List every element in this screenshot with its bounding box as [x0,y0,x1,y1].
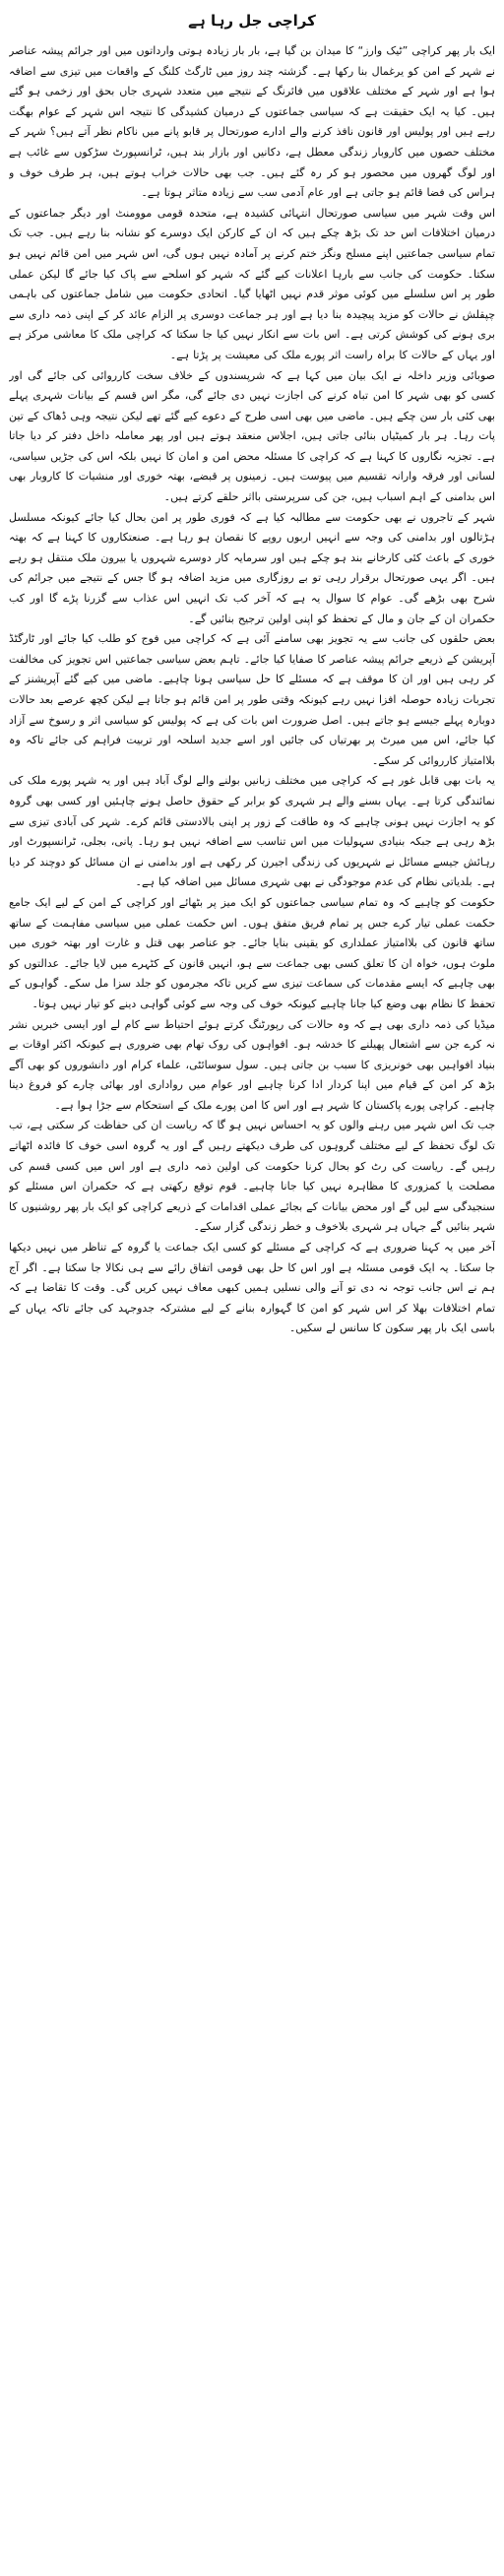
article-paragraph-1: ایک بار پھر کراچی ”ٹیک وارز“ کا میدان بن گیا ہے، بار بار زیادہ ہوتی وارداتوں میں اور جرائم پیشہ عناصر نے شہر کے امن کو یرغمال بنا رکھا ہے۔ گزشتہ چند روز میں ٹارگٹ کلنگ کے واقعات میں تیزی سے اضافہ ہوا ہے اور شہر کے مختلف علاقوں میں فائرنگ کے نتیجے میں متعدد شہری جاں بحق اور زخمی ہو گئے ہیں۔ کیا یہ ایک حقیقت ہے کہ سیاسی جماعتوں کے درمیان کشیدگی کا نتیجہ اس شہر کے عوام بھگت رہے ہیں اور پولیس اور قانون نافذ کرنے والے ادارے صورتحال پر قابو پانے میں ناکام نظر آتے ہیں؟ شہر کے مختلف حصوں میں کاروبار زندگی معطل ہے، دکانیں اور بازار بند ہیں، ٹرانسپورٹ سڑکوں سے غائب ہے اور لوگ گھروں میں محصور ہو کر رہ گئے ہیں۔ جب بھی حالات خراب ہوتے ہیں، ہر طرف خوف و ہراس کی فضا قائم ہو جاتی ہے اور عام آدمی سب سے زیادہ متاثر ہوتا ہے۔ [9,44,495,200]
article-paragraph-8: میڈیا کی ذمہ داری بھی ہے کہ وہ حالات کی رپورٹنگ کرتے ہوئے احتیاط سے کام لے اور ایسی خبریں نشر نہ کرے جن سے اشتعال پھیلنے کا خدشہ ہو۔ افواہوں کی روک تھام بھی ضروری ہے کیونکہ اکثر اوقات بے بنیاد افواہیں بھی خونریزی کا سبب بن جاتی ہیں۔ سول سوسائٹی، علماء کرام اور دانشوروں کو بھی آگے بڑھ کر امن کے قیام میں اپنا کردار ادا کرنا چاہیے اور عوام میں رواداری اور بھائی چارے کو فروغ دینا چاہیے۔ کراچی پورے پاکستان کا شہر ہے اور اس کا امن پورے ملک کے استحکام سے جڑا ہوا ہے۔ [9,1017,495,1112]
article-paragraph-6: یہ بات بھی قابل غور ہے کہ کراچی میں مختلف زبانیں بولنے والے لوگ آباد ہیں اور یہ شہر پورے ملک کی نمائندگی کرتا ہے۔ یہاں بسنے والے ہر شہری کو برابر کے حقوق حاصل ہونے چاہئیں اور کسی بھی گروہ کو یہ اجازت نہیں ہونی چاہیے کہ وہ طاقت کے زور پر اپنی بالادستی قائم کرے۔ شہر کی آبادی تیزی سے بڑھ رہی ہے جبکہ بنیادی سہولیات میں اس تناسب سے اضافہ نہیں ہو رہا۔ پانی، بجلی، ٹرانسپورٹ اور رہائش جیسے مسائل نے شہریوں کی زندگی اجیرن کر رکھی ہے اور بدامنی نے ان مسائل کو دوچند کر دیا ہے۔ بلدیاتی نظام کی عدم موجودگی نے بھی شہری مسائل میں اضافہ کیا ہے۔ [9,774,495,889]
article-paragraph-4: شہر کے تاجروں نے بھی حکومت سے مطالبہ کیا ہے کہ فوری طور پر امن بحال کیا جائے کیونکہ مسلسل ہڑتالوں اور بدامنی کی وجہ سے انہیں اربوں روپے کا نقصان ہو رہا ہے۔ صنعتکاروں کا کہنا ہے کہ بھتہ خوری کے باعث کئی کارخانے بند ہو چکے ہیں اور سرمایہ کار دوسرے شہروں یا بیرون ملک منتقل ہو رہے ہیں۔ اگر یہی صورتحال برقرار رہی تو بے روزگاری میں مزید اضافہ ہو گا جس کے نتیجے میں جرائم کی شرح بھی بڑھے گی۔ عوام کا سوال یہ ہے کہ آخر کب تک انہیں اس عذاب سے گزرنا پڑے گا اور کب حکمران ان کے جان و مال کے تحفظ کو اپنی اولین ترجیح بنائیں گے۔ [9,510,495,625]
article-paragraph-2: اس وقت شہر میں سیاسی صورتحال انتہائی کشیدہ ہے، متحدہ قومی موومنٹ اور دیگر جماعتوں کے درمیان اختلافات اس حد تک بڑھ چکے ہیں کہ ان کے کارکن ایک دوسرے کو نشانہ بنا رہے ہیں۔ جب تک تمام سیاسی جماعتیں اپنے مسلح ونگز ختم کرنے پر آمادہ نہیں ہوں گی، اس شہر میں امن قائم نہیں ہو سکتا۔ حکومت کی جانب سے بارہا اعلانات کیے گئے کہ شہر کو اسلحے سے پاک کیا جائے گا لیکن عملی طور پر اس سلسلے میں کوئی موثر قدم نہیں اٹھایا گیا۔ اتحادی حکومت میں شامل جماعتوں کی باہمی چپقلش نے حالات کو مزید پیچیدہ بنا دیا ہے اور ہر جماعت دوسری پر الزام عائد کر کے اپنی ذمہ داری سے بری ہونے کی کوشش کرتی ہے۔ اس بات سے انکار نہیں کیا جا سکتا کہ کراچی ملک کا معاشی مرکز ہے اور یہاں کے حالات کا براہ راست اثر پورے ملک کی معیشت پر پڑتا ہے۔ [9,206,495,361]
article-paragraph-3: صوبائی وزیر داخلہ نے ایک بیان میں کہا ہے کہ شرپسندوں کے خلاف سخت کارروائی کی جائے گی اور کسی کو بھی شہر کا امن تباہ کرنے کی اجازت نہیں دی جائے گی، مگر اس قسم کے بیانات شہری پہلے بھی کئی بار سن چکے ہیں۔ ماضی میں بھی اسی طرح کے دعوے کیے گئے تھے لیکن نتیجہ وہی ڈھاک کے تین پات رہا۔ ہر بار کمیٹیاں بنائی جاتی ہیں، اجلاس منعقد ہوتے ہیں اور پھر معاملہ داخل دفتر کر دیا جاتا ہے۔ تجزیہ نگاروں کا کہنا ہے کہ کراچی کا مسئلہ محض امن و امان کا نہیں بلکہ اس کی جڑیں سیاسی، لسانی اور فرقہ وارانہ تقسیم میں پیوست ہیں۔ زمینوں پر قبضے، بھتہ خوری اور منشیات کا کاروبار بھی اس بدامنی کے اہم اسباب ہیں، جن کی سرپرستی بااثر حلقے کرتے ہیں۔ [9,368,495,504]
article-paragraph-5: بعض حلقوں کی جانب سے یہ تجویز بھی سامنے آئی ہے کہ کراچی میں فوج کو طلب کیا جائے اور ٹارگٹڈ آپریشن کے ذریعے جرائم پیشہ عناصر کا صفایا کیا جائے۔ تاہم بعض سیاسی جماعتیں اس تجویز کی مخالفت کر رہی ہیں اور ان کا موقف ہے کہ مسئلے کا حل سیاسی ہونا چاہیے۔ ماضی میں کیے گئے آپریشنز کے تجربات زیادہ حوصلہ افزا نہیں رہے کیونکہ وقتی طور پر امن قائم ہو جاتا ہے لیکن کچھ عرصے بعد حالات دوبارہ پہلے جیسے ہو جاتے ہیں۔ اصل ضرورت اس بات کی ہے کہ پولیس کو سیاسی اثر و رسوخ سے آزاد کیا جائے، اس میں میرٹ پر بھرتیاں کی جائیں اور اسے جدید اسلحہ اور تربیت فراہم کی جائے تاکہ وہ بلاامتیاز کارروائی کر سکے۔ [9,632,495,767]
article-body [9,41,495,2562]
article-paragraph-7: حکومت کو چاہیے کہ وہ تمام سیاسی جماعتوں کو ایک میز پر بٹھائے اور کراچی کے امن کے لیے ایک جامع حکمت عملی تیار کرے جس پر تمام فریق متفق ہوں۔ اس حکمت عملی میں سیاسی مفاہمت کے ساتھ ساتھ قانون کی بلاامتیاز عملداری کو یقینی بنایا جائے۔ جو عناصر بھی قتل و غارت اور بھتہ خوری میں ملوث ہوں، خواہ ان کا تعلق کسی بھی جماعت سے ہو، انہیں قانون کے کٹہرے میں لایا جائے۔ عدالتوں کو بھی چاہیے کہ ایسے مقدمات کی سماعت تیزی سے کریں تاکہ مجرموں کو جلد سزا مل سکے۔ گواہوں کے تحفظ کا نظام بھی وضع کیا جانا چاہیے کیونکہ خوف کی وجہ سے کوئی گواہی دینے کو تیار نہیں ہوتا۔ [9,895,495,1010]
article-paragraph-9: جب تک اس شہر میں رہنے والوں کو یہ احساس نہیں ہو گا کہ ریاست ان کی حفاظت کر سکتی ہے، تب تک لوگ تحفظ کے لیے مختلف گروہوں کی طرف دیکھتے رہیں گے اور یہ گروہ اسی خوف کا فائدہ اٹھاتے رہیں گے۔ ریاست کی رٹ کو بحال کرنا حکومت کی اولین ذمہ داری ہے اور اس میں کسی قسم کی مصلحت یا کمزوری کا مظاہرہ نہیں کیا جانا چاہیے۔ قوم توقع رکھتی ہے کہ حکمران اس مسئلے کو سنجیدگی سے لیں گے اور محض بیانات کے بجائے عملی اقدامات کے ذریعے کراچی کو ایک بار پھر روشنیوں کا شہر بنائیں گے جہاں ہر شہری بلاخوف و خطر زندگی گزار سکے۔ [9,1119,495,1234]
article-title: کراچی جل رہا ہے [188,12,316,30]
article-paragraph-10: آخر میں یہ کہنا ضروری ہے کہ کراچی کے مسئلے کو کسی ایک جماعت یا گروہ کے تناظر میں نہیں دیکھا جا سکتا۔ یہ ایک قومی مسئلہ ہے اور اس کا حل بھی قومی اتفاق رائے سے ہی نکالا جا سکتا ہے۔ اگر آج ہم نے اس جانب توجہ نہ دی تو آنے والی نسلیں ہمیں کبھی معاف نہیں کریں گی۔ وقت کا تقاضا ہے کہ تمام اختلافات بھلا کر اس شہر کو امن کا گہوارہ بنانے کے لیے مشترکہ جدوجہد کی جائے تاکہ یہاں کے باسی ایک بار پھر سکون کا سانس لے سکیں۔ [9,1241,495,1335]
